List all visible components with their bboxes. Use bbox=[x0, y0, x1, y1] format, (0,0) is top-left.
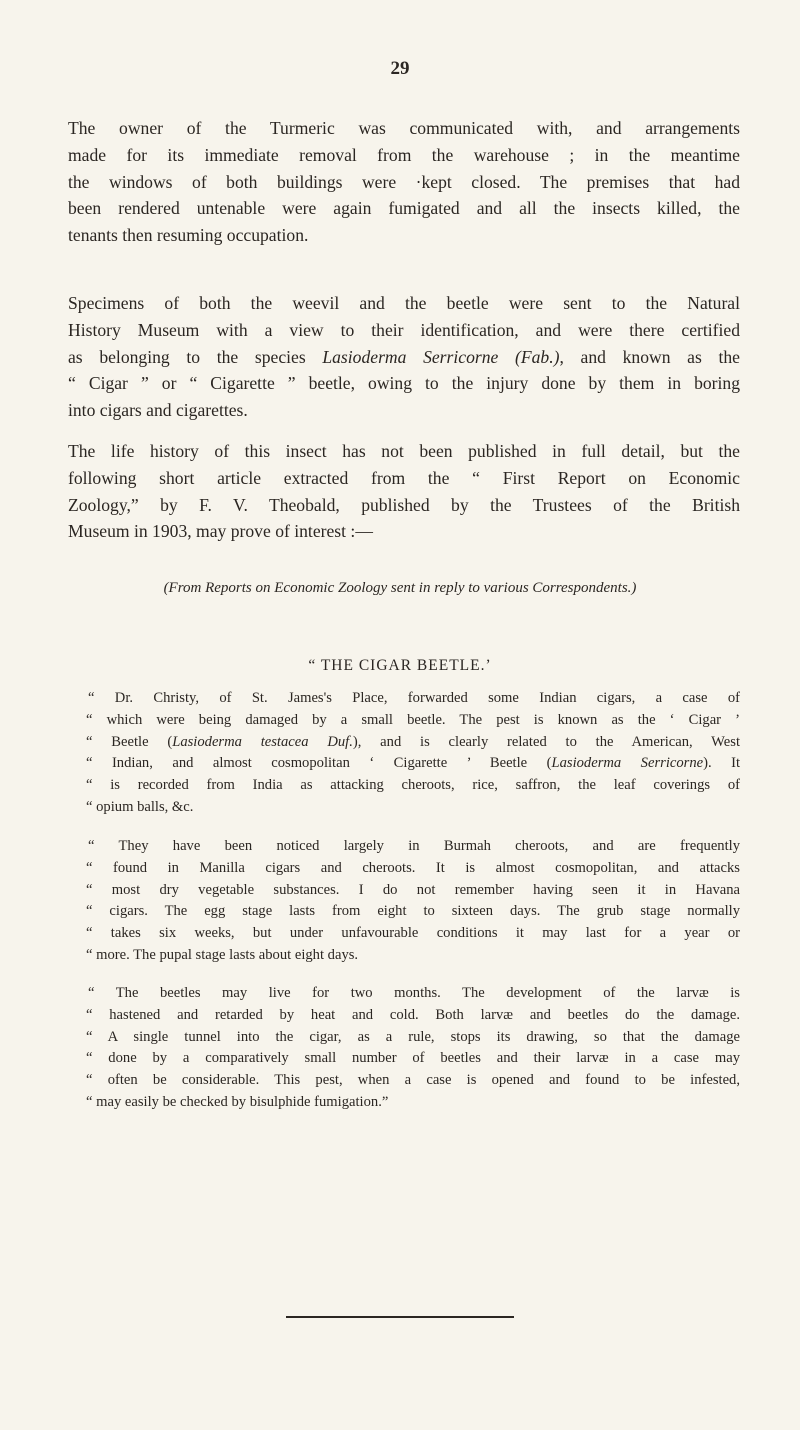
quote-line-species bbox=[86, 732, 740, 754]
text-line: Museum in 1903, may prove of interest :— bbox=[68, 521, 373, 542]
paragraph-specimens bbox=[68, 290, 740, 424]
end-rule bbox=[286, 1316, 514, 1318]
quote-line: “ hastened and retarded by heat and cold. Both larvæ and beetles do the damage. bbox=[86, 1006, 740, 1023]
quote-line: “ which were being damaged by a small beetle. The pest is known as the ‘ Cigar ’ bbox=[86, 711, 740, 728]
text-run: ), and is clearly related to the American, West bbox=[352, 733, 740, 750]
text-run: ). It bbox=[703, 755, 740, 772]
species-name: Lasioderma Serricorne bbox=[322, 346, 499, 367]
quote-line: “ may easily be checked by bisulphide fumigation.” bbox=[86, 1093, 389, 1110]
text-line: been rendered untenable were again fumigated and all the insects killed, the bbox=[68, 198, 740, 219]
quote-line: “ They have been noticed largely in Burmah cheroots, and are frequently bbox=[88, 838, 740, 854]
quote-line: “ Dr. Christy, of St. James's Place, forwarded some Indian cigars, a case of bbox=[88, 690, 740, 706]
quote-paragraph-dr-christy bbox=[86, 688, 740, 819]
quote-line-species bbox=[86, 753, 740, 775]
quote-line: “ cigars. The egg stage lasts from eight to sixteen days. The grub stage normally bbox=[86, 903, 740, 920]
text-line: made for its immediate removal from the warehouse ; in the meantime bbox=[68, 144, 740, 165]
text-line: tenants then resuming occupation. bbox=[68, 225, 309, 246]
quote-line: “ is recorded from India as attacking cheroots, rice, saffron, the leaf coverings of bbox=[86, 777, 740, 794]
text-line-species bbox=[68, 344, 740, 371]
quote-paragraph-burmah bbox=[86, 836, 740, 967]
text-run: , and known as the bbox=[559, 346, 740, 367]
text-line: “ Cigar ” or “ Cigarette ” beetle, owing to the injury done by them in boring bbox=[68, 373, 740, 394]
species-name: Lasioderma testacea Duf. bbox=[172, 733, 353, 750]
quote-title: “ THE CIGAR BEETLE.’ bbox=[308, 657, 492, 674]
text-line: into cigars and cigarettes. bbox=[68, 400, 248, 421]
text-line: Zoology,” by F. V. Theobald, published by the Trustees of the British bbox=[68, 494, 740, 515]
quote-line: “ opium balls, &c. bbox=[86, 798, 194, 815]
text-line: History Museum with a view to their identification, and were there certified bbox=[68, 319, 740, 340]
quote-line: “ done by a comparatively small number of beetles and their larvæ in a case may bbox=[86, 1050, 740, 1067]
quote-paragraph-beetles bbox=[86, 983, 740, 1114]
quote-line: “ most dry vegetable substances. I do not remember having seen it in Havana bbox=[86, 881, 740, 898]
quote-line: “ The beetles may live for two months. The development of the larvæ is bbox=[88, 985, 740, 1001]
page-number: 29 bbox=[390, 58, 410, 79]
quote-line: “ found in Manilla cigars and cheroots. It is almost cosmopolitan, and attacks bbox=[86, 859, 740, 876]
text-line: The life history of this insect has not been published in full detail, but the bbox=[68, 441, 740, 461]
text-line: following short article extracted from the “ First Report on Economic bbox=[68, 467, 740, 488]
quote-line: “ takes six weeks, but under unfavourable conditions it may last for a year or bbox=[86, 925, 740, 942]
paragraph-life-history bbox=[68, 438, 740, 545]
quote-line: “ often be considerable. This pest, when a case is opened and found to be infested, bbox=[86, 1072, 740, 1089]
text-line: The owner of the Turmeric was communicated with, and arrangements bbox=[68, 118, 740, 138]
text-line: the windows of both buildings were ·kept closed. The premises that had bbox=[68, 171, 740, 192]
quote-line: “ A single tunnel into the cigar, as a rule, stops its drawing, so that the damage bbox=[86, 1028, 740, 1045]
source-note: (From Reports on Economic Zoology sent in reply to various Correspondents.) bbox=[163, 580, 637, 596]
text-line: Specimens of both the weevil and the beetle were sent to the Natural bbox=[68, 293, 740, 313]
text-run: “ Beetle ( bbox=[86, 733, 173, 750]
paragraph-turmeric-removal bbox=[68, 115, 740, 249]
text-run: as belonging to the species bbox=[68, 346, 306, 367]
species-authority: (Fab.) bbox=[515, 346, 560, 367]
text-run: “ Indian, and almost cosmopolitan ‘ Cigarette ’ Beetle ( bbox=[86, 755, 552, 772]
quote-line: “ more. The pupal stage lasts about eight days. bbox=[86, 946, 359, 963]
species-name: Lasioderma Serricorne bbox=[551, 755, 704, 772]
